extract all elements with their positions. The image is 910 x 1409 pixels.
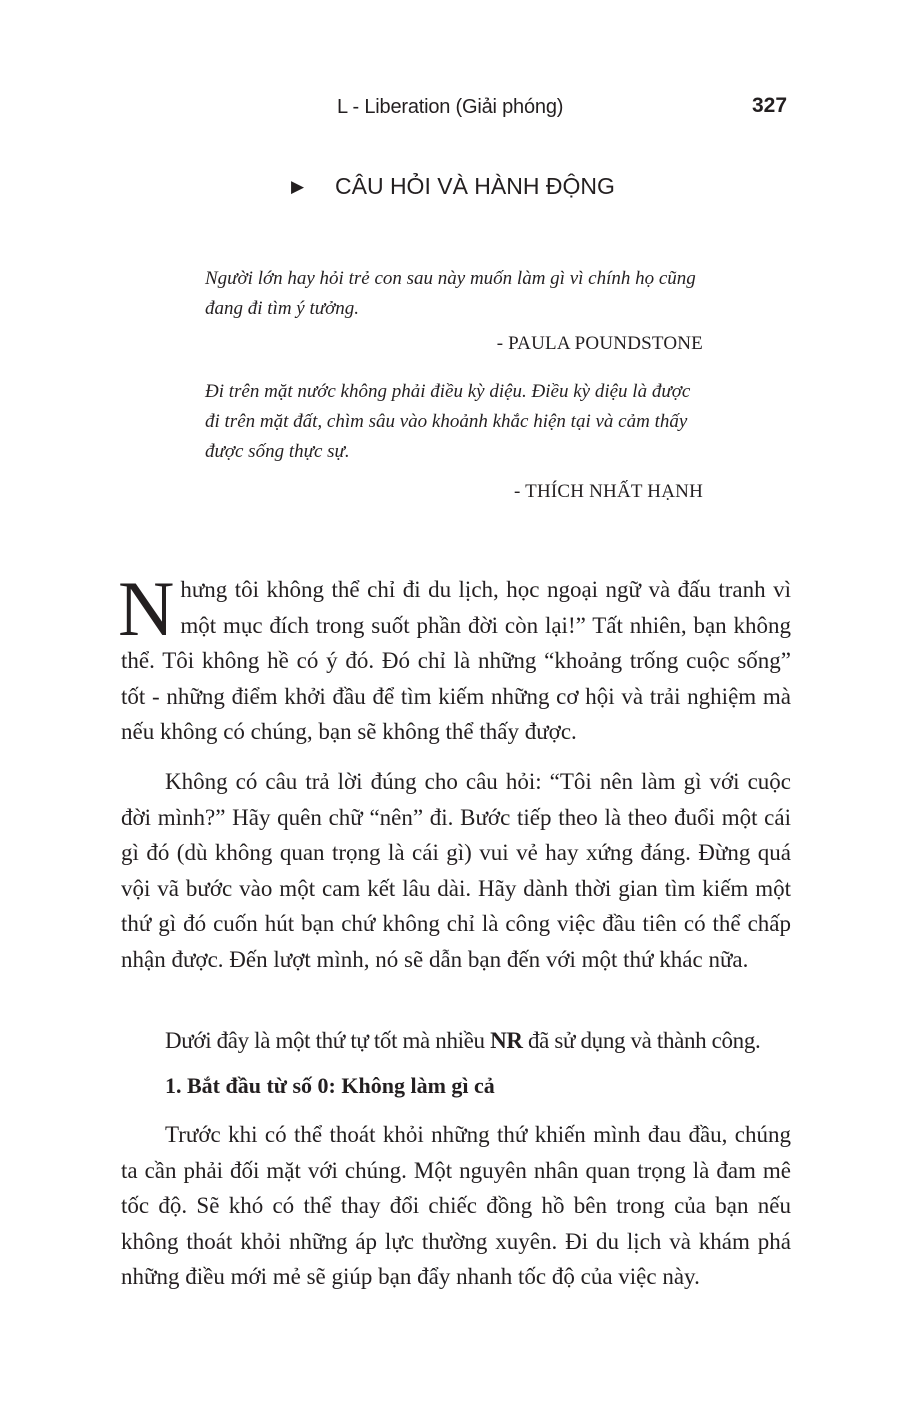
bold-term: NR: [490, 1028, 523, 1053]
page-number: 327: [752, 94, 788, 117]
drop-cap: N: [118, 565, 175, 652]
paragraph-text: đã sử dụng và thành công.: [522, 1028, 761, 1053]
running-header-title: L - Liberation (Giải phóng): [337, 96, 564, 118]
body-paragraph: [121, 1023, 791, 1059]
epigraph-quote: Người lớn hay hỏi trẻ con sau này muốn làm gì vì chính họ cũng đang đi tìm ý tưởng.: [205, 268, 696, 319]
subsection-heading: 1. Bắt đầu từ số 0: Không làm gì cả: [165, 1073, 495, 1098]
section-heading: [291, 173, 615, 200]
epigraph-author: - PAULA POUNDSTONE: [496, 333, 703, 354]
body-paragraph: [118, 565, 791, 750]
paragraph-text: hưng tôi không thể chỉ đi du lịch, học ngoại ngữ và đấu tranh vì một mục đích trong suốt phần đời còn lại!” Tất nhiên, bạn không thể. Tôi không hề có ý đó. Đó chỉ là những “khoảng trống cuộc sống” tốt - những điểm khởi đầu để tìm kiếm những cơ hội và trải nghiệm mà nếu không có chúng, bạn sẽ không thể thấy được.: [121, 577, 791, 744]
body-paragraph: Không có câu trả lời đúng cho câu hỏi: “Tôi nên làm gì với cuộc đời mình?” Hãy quên chữ “nên” đi. Bước tiếp theo là theo đuổi một cái gì đó (dù không quan trọng là cái gì) vui vẻ hay xứng đáng. Đừng quá vội vã bước vào một cam kết lâu dài. Hãy dành thời gian tìm kiếm một thứ gì đó cuốn hút bạn chứ không chỉ là công việc đầu tiên có thể chấp nhận được. Đến lượt mình, nó sẽ dẫn bạn đến với một thứ khác nữa.: [121, 769, 791, 972]
triangle-bullet-icon: ▶: [291, 176, 305, 196]
section-title: CÂU HỎI VÀ HÀNH ĐỘNG: [335, 173, 615, 199]
paragraph-text: Dưới đây là một thứ tự tốt mà nhiều: [165, 1028, 491, 1053]
epigraph-author: - THÍCH NHẤT HẠNH: [514, 481, 703, 502]
epigraph-quote: Đi trên mặt nước không phải điều kỳ diệu. Điều kỳ diệu là được đi trên mặt đất, chìm sâu vào khoảnh khắc hiện tại và cảm thấy được sống thực sự.: [205, 381, 691, 462]
body-paragraph: Trước khi có thể thoát khỏi những thứ khiến mình đau đầu, chúng ta cần phải đối mặt với chúng. Một nguyên nhân quan trọng là đam mê tốc độ. Sẽ khó có thể thay đổi chiếc đồng hồ bên trong của bạn nếu không thoát khỏi những áp lực thường xuyên. Đi du lịch và khám phá những điều mới mẻ sẽ giúp bạn đẩy nhanh tốc độ của việc này.: [121, 1122, 791, 1289]
